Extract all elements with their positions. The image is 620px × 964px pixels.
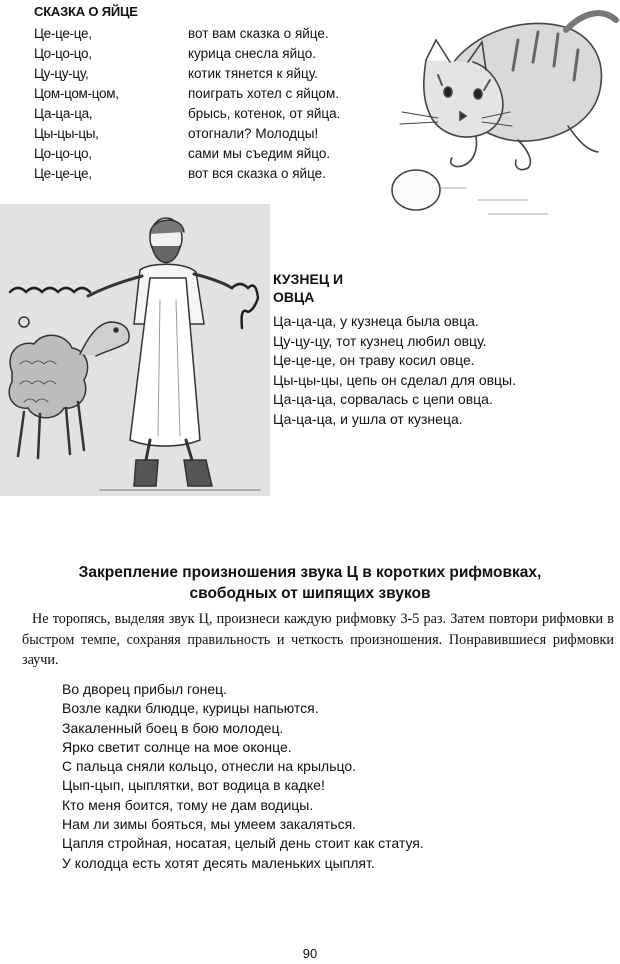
instruction-paragraph: Не торопясь, выделяя звук Ц, произнеси каждую рифмовку 3-5 раз. Затем повтори рифмовки в быстром темпе, сохраняя правильность и четкость произношения. Понравившиеся рифмовки заучи.	[22, 611, 614, 668]
section-heading-line2: свободных от шипящих звуков	[189, 585, 431, 602]
cat-with-egg-illustration	[378, 0, 620, 225]
poem1-refrain: Цу-цу-цу,	[34, 66, 89, 81]
poem2-title-line2: ОВЦА	[273, 289, 315, 305]
section-heading-line1: Закрепление произношения звука Ц в коротких рифмовках,	[78, 564, 542, 581]
rhyme-line: У колодца есть хотят десять маленьких цыплят.	[62, 854, 375, 871]
poem1-verse: котик тянется к яйцу.	[188, 66, 318, 81]
poem1-refrain: Цо-цо-цо,	[34, 46, 92, 61]
poem1-verse: курица снесла яйцо.	[188, 46, 316, 61]
poem1-line	[34, 84, 374, 104]
poem2-line: Цу-цу-цу, тот кузнец любил овцу.	[273, 332, 487, 349]
poem1-verse: вот вся сказка о яйце.	[188, 166, 326, 181]
poem1-verse: сами мы съедим яйцо.	[188, 146, 331, 161]
poem2-line: Це-це-це, он траву косил овце.	[273, 352, 475, 368]
poem1-refrain: Це-це-це,	[34, 26, 92, 41]
rhyme-line: Цапля стройная, носатая, целый день стоит как статуя.	[62, 835, 424, 852]
rhyme-line: С пальца сняли кольцо, отнесли на крыльцо.	[62, 758, 357, 775]
poem2-line: Ца-ца-ца, у кузнеца была овца.	[273, 313, 479, 329]
poem1-line	[34, 64, 374, 84]
poem1-verse: вот вам сказка о яйце.	[188, 26, 329, 41]
section-heading	[0, 562, 620, 604]
poem1-body	[34, 24, 374, 184]
rhyme-line: Ярко светит солнце на мое оконце.	[62, 738, 292, 755]
poem1-line	[34, 104, 374, 124]
poem1-line	[34, 144, 374, 164]
poem2-line: Цы-цы-цы, цепь он сделал для овцы.	[273, 371, 517, 388]
rhyme-line: Возле кадки блюдце, курицы напьются.	[62, 700, 319, 717]
rhyme-line: Во дворец прибыл гонец.	[62, 681, 228, 697]
page-number: 90	[302, 946, 318, 961]
rhyme-line: Нам ли зимы бояться, мы умеем закаляться.	[62, 816, 357, 833]
poem1-refrain: Цо-цо-цо,	[34, 146, 92, 161]
blacksmith-with-sheep-illustration	[0, 204, 270, 496]
rhyme-line: Закаленный боец в бою молодец.	[62, 719, 284, 736]
poem1-line	[34, 124, 374, 144]
poem1-verse: поиграть хотел с яйцом.	[188, 86, 339, 101]
poem1-verse: отогнали? Молодцы!	[188, 126, 319, 141]
poem1-refrain: Ца-ца-ца,	[34, 106, 93, 121]
rhymes-list	[62, 680, 424, 873]
poem1-verse: брысь, котенок, от яйца.	[188, 106, 341, 121]
poem1-refrain: Цом-цом-цом,	[34, 86, 119, 101]
poem2-body	[273, 312, 516, 429]
poem1-refrain: Це-це-це,	[34, 166, 92, 181]
poem1-refrain: Цы-цы-цы,	[34, 126, 99, 141]
poem2-line: Ца-ца-ца, сорвалась с цепи овца.	[273, 391, 493, 407]
poem1-title: СКАЗКА О ЯЙЦЕ	[34, 4, 138, 19]
poem1-line	[34, 164, 374, 184]
rhyme-line: Кто меня боится, тому не дам водицы.	[62, 796, 314, 813]
poem2-title-line1: КУЗНЕЦ И	[273, 271, 343, 287]
poem2-title	[273, 270, 343, 306]
poem2-line: Ца-ца-ца, и ушла от кузнеца.	[273, 410, 463, 427]
poem1-line	[34, 24, 374, 44]
rhyme-line: Цып-цып, цыплятки, вот водица в кадке!	[62, 777, 325, 794]
poem1-line	[34, 44, 374, 64]
